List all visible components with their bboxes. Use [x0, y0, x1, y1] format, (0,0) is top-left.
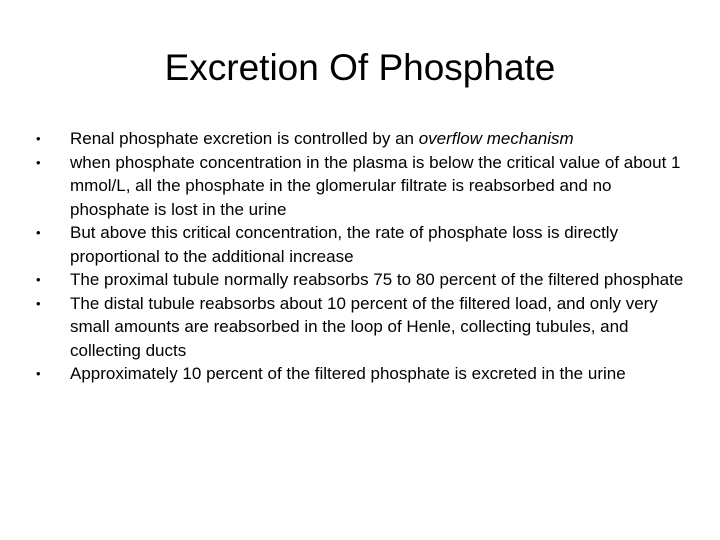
bullet-item-1 — [36, 127, 686, 151]
bullet-item-3 — [36, 221, 686, 268]
bullet-item-6 — [36, 362, 686, 386]
bullet-emphasis: overflow mechanism — [418, 129, 574, 148]
bullet-icon: • — [36, 154, 41, 170]
bullet-text: Renal phosphate excretion is controlled by an overflow mechanism — [70, 129, 574, 148]
bullet-text: The distal tubule reabsorbs about 10 percent of the filtered load, and only very small amounts are reabsorbed in the loop of Henle, collecting tubules, and collecting ducts — [70, 293, 658, 360]
bullet-item-2 — [36, 151, 686, 222]
bullet-icon: • — [36, 225, 41, 240]
bullet-icon: • — [36, 295, 41, 311]
bullet-text: But above this critical concentration, the rate of phosphate loss is directly proportional to the additional increase — [70, 223, 619, 266]
bullet-list — [36, 127, 686, 386]
bullet-icon: • — [36, 272, 41, 287]
bullet-text: when phosphate concentration in the plasma is below the critical value of about 1 mmol/L, all the phosphate in the glomerular filtrate is reabsorbed and no phosphate is lost in the urine — [70, 152, 681, 219]
bullet-item-5 — [36, 292, 686, 363]
bullet-icon: • — [36, 366, 41, 381]
bullet-text: The proximal tubule normally reabsorbs 75 to 80 percent of the filtered phosphate — [70, 270, 684, 289]
bullet-text: Approximately 10 percent of the filtered phosphate is excreted in the urine — [70, 364, 626, 383]
bullet-item-4 — [36, 268, 686, 292]
bullet-icon: • — [36, 131, 41, 146]
slide-title: Excretion Of Phosphate — [164, 47, 556, 88]
